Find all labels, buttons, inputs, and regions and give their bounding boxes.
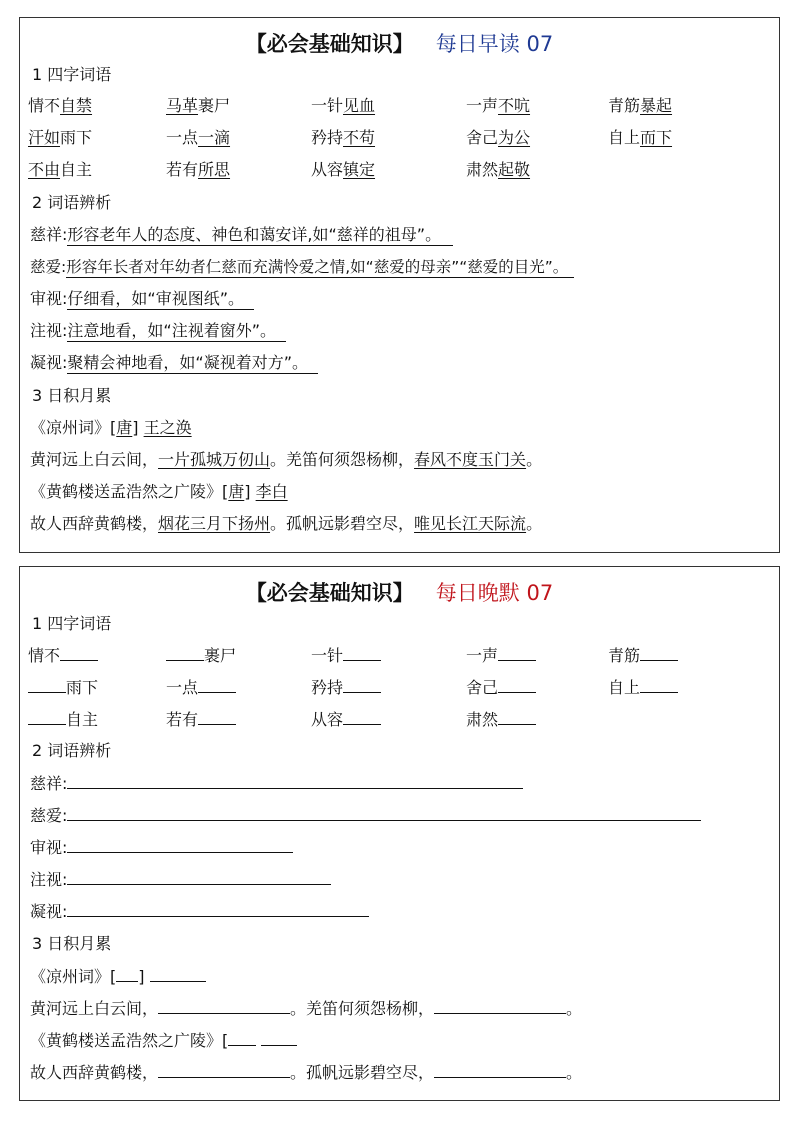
idiom-blank[interactable]: 裹尸 — [166, 644, 236, 667]
definition-row: 慈祥:形容老年人的态度、神色和蔼安详,如“慈祥的祖母”。 — [30, 224, 453, 246]
definition-blank[interactable]: 审视: — [30, 836, 293, 859]
idiom-blank[interactable]: 雨下 — [28, 676, 98, 699]
definition-row: 注视:注意地看，如“注视着窗外”。 — [30, 320, 286, 342]
poem-line-blank[interactable]: 故人西辞黄鹤楼， 。孤帆远影碧空尽， 。 — [30, 1063, 583, 1082]
section-heading-idioms: 1 四字词语 — [32, 65, 112, 84]
idiom-blank[interactable]: 舍己 — [466, 676, 536, 699]
idiom-item: 矜持不苟 — [311, 128, 376, 147]
evening-dictation-card — [19, 566, 780, 1101]
idiom-blank[interactable]: 一针 — [311, 644, 381, 667]
idiom-item: 青筋暴起 — [608, 96, 673, 115]
idiom-item: 一声不吭 — [466, 96, 531, 115]
definition-blank[interactable]: 慈爱: — [30, 804, 701, 827]
idiom-blank[interactable]: 一声 — [466, 644, 536, 667]
card-title — [20, 28, 779, 58]
title-sub: 每日晚默 07 — [435, 581, 554, 605]
section-heading-word-analysis: 2 词语辨析 — [32, 741, 112, 760]
idiom-blank[interactable]: 情不 — [28, 644, 98, 667]
definition-blank[interactable]: 慈祥: — [30, 772, 523, 795]
idiom-item: 舍己为公 — [466, 128, 531, 147]
poem-heading-blank[interactable]: 《黄鹤楼送孟浩然之广陵》[ — [30, 1029, 297, 1052]
section-heading-accumulation: 3 日积月累 — [32, 386, 112, 405]
idiom-blank[interactable]: 自主 — [28, 708, 98, 731]
idiom-blank[interactable]: 青筋 — [608, 644, 678, 667]
poem-line: 黄河远上白云间，一片孤城万仞山。羌笛何须怨杨柳，春风不度玉门关。 — [30, 450, 543, 469]
definition-blank[interactable]: 注视: — [30, 868, 331, 891]
idiom-blank[interactable]: 矜持 — [311, 676, 381, 699]
title-sub: 每日早读 07 — [435, 32, 554, 56]
section-heading-accumulation: 3 日积月累 — [32, 934, 112, 953]
idiom-blank[interactable]: 若有 — [166, 708, 236, 731]
idiom-blank[interactable]: 自上 — [608, 676, 678, 699]
morning-reading-card — [19, 17, 780, 553]
idiom-blank[interactable]: 从容 — [311, 708, 381, 731]
title-main: 【必会基础知识】 — [245, 32, 414, 56]
poem-heading: 《凉州词》[唐] 王之涣 — [30, 418, 192, 437]
definition-row: 审视:仔细看，如“审视图纸”。 — [30, 288, 254, 310]
poem-line: 故人西辞黄鹤楼，烟花三月下扬州。孤帆远影碧空尽，唯见长江天际流。 — [30, 514, 543, 533]
definition-row: 慈爱:形容年长者对年幼者仁慈而充满怜爱之情,如“慈爱的母亲”“慈爱的目光”。 — [30, 256, 574, 278]
idiom-item: 不由自主 — [28, 160, 93, 179]
idiom-blank[interactable]: 肃然 — [466, 708, 536, 731]
definition-blank[interactable]: 凝视: — [30, 900, 369, 923]
definition-row: 凝视:聚精会神地看，如“凝视着对方”。 — [30, 352, 318, 374]
card-title — [20, 577, 779, 607]
idiom-item: 从容镇定 — [311, 160, 376, 179]
section-heading-idioms: 1 四字词语 — [32, 614, 112, 633]
idiom-item: 一针见血 — [311, 96, 376, 115]
poem-heading-blank[interactable]: 《凉州词》[ ] — [30, 965, 206, 988]
idiom-item: 自上而下 — [608, 128, 673, 147]
section-heading-word-analysis: 2 词语辨析 — [32, 193, 112, 212]
poem-heading: 《黄鹤楼送孟浩然之广陵》[唐] 李白 — [30, 482, 288, 501]
idiom-item: 一点一滴 — [166, 128, 231, 147]
idiom-item: 汗如雨下 — [28, 128, 93, 147]
idiom-item: 肃然起敬 — [466, 160, 531, 179]
title-main: 【必会基础知识】 — [245, 581, 414, 605]
idiom-item: 马革裹尸 — [166, 96, 231, 115]
idiom-item: 若有所思 — [166, 160, 231, 179]
idiom-item: 情不自禁 — [28, 96, 93, 115]
poem-line-blank[interactable]: 黄河远上白云间， 。羌笛何须怨杨柳， 。 — [30, 999, 583, 1018]
idiom-blank[interactable]: 一点 — [166, 676, 236, 699]
